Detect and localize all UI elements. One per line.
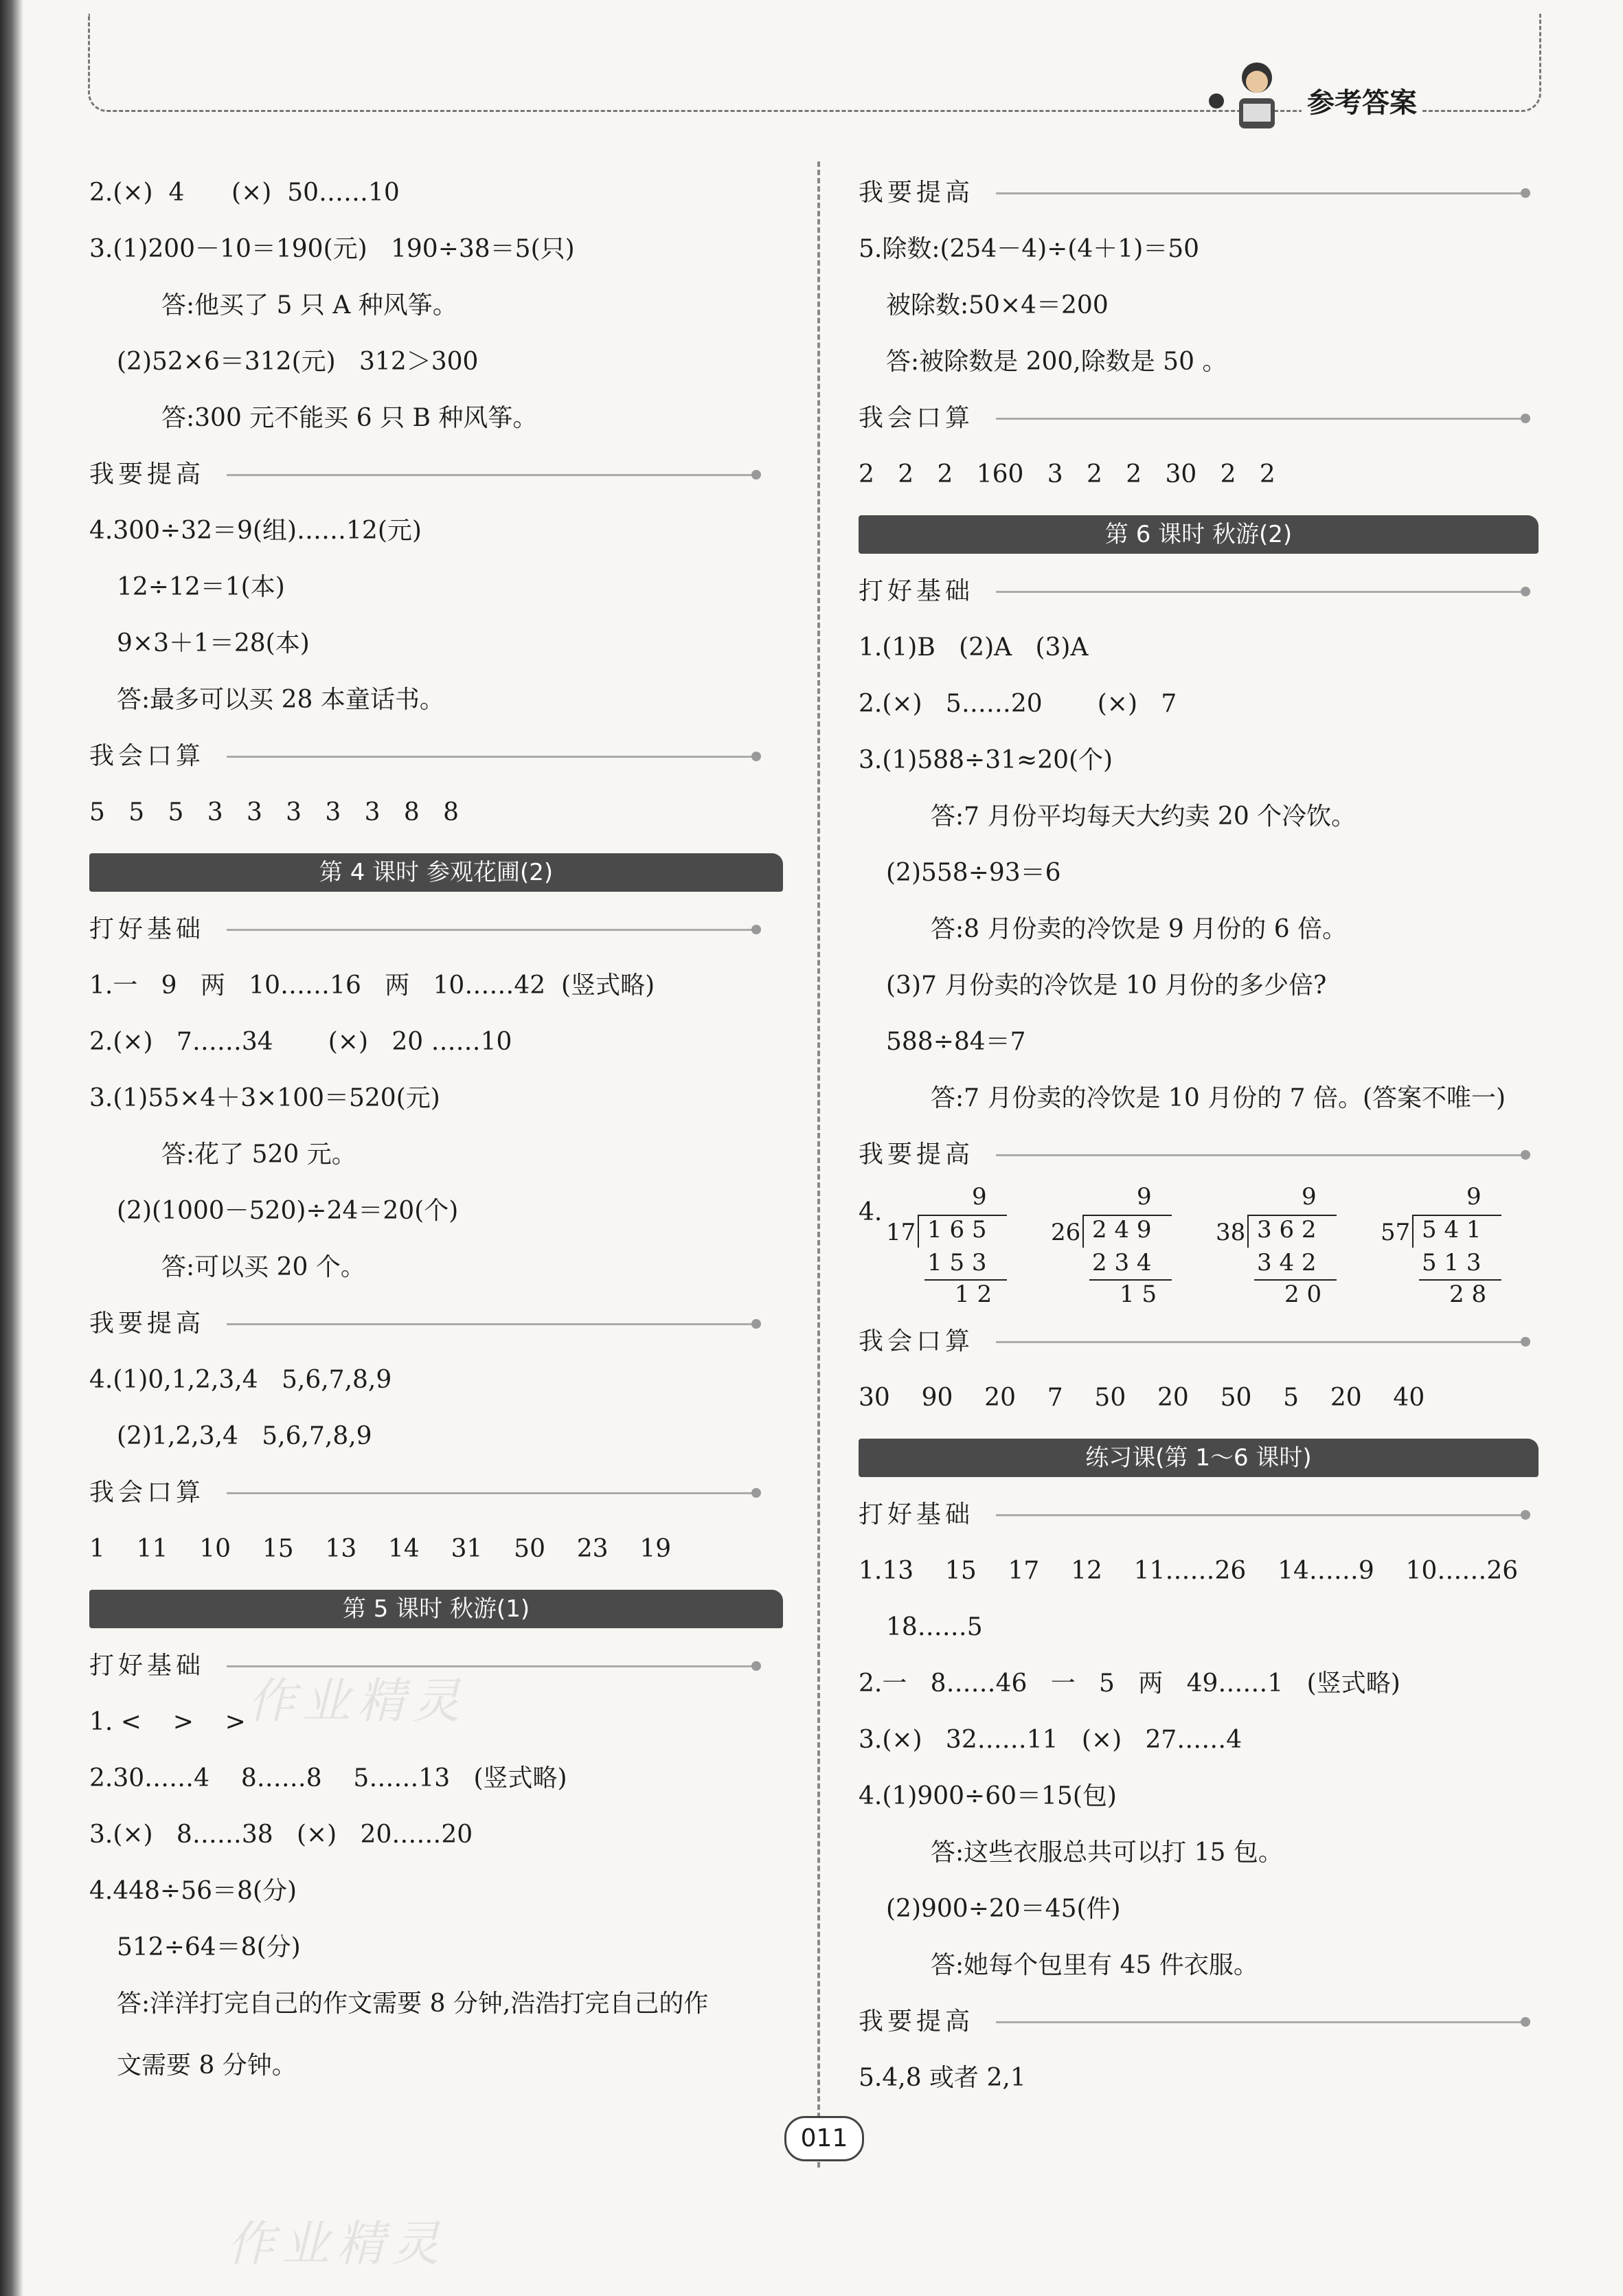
quotient: 9 <box>972 1183 987 1211</box>
dividend: 5 4 1 <box>1422 1216 1482 1243</box>
heading-dot <box>1521 1337 1530 1347</box>
answer-line: 1.13 15 17 12 11……26 14……9 10……26 <box>859 1557 1519 1585</box>
answer-line: 18……5 <box>886 1613 983 1641</box>
section-heading-label: 打好基础 <box>859 1500 975 1529</box>
answer-line: 4.(1)900÷60＝15(包) <box>859 1782 1117 1810</box>
divisor: 26 <box>1051 1219 1081 1246</box>
section-heading-label: 打好基础 <box>89 915 205 943</box>
section-heading <box>89 1465 783 1521</box>
divisor: 17 <box>886 1219 916 1246</box>
dividend: 1 6 5 <box>927 1216 987 1243</box>
answer-line: 答:最多可以买 28 本童话书。 <box>117 686 444 714</box>
kousuan-line: 2 2 2 160 3 2 2 30 2 2 <box>859 460 1275 488</box>
lesson-title-bar: 第 4 课时 参观花圃(2) <box>89 853 783 892</box>
heading-rule <box>227 929 756 931</box>
watermark: 作业精灵 <box>247 1673 467 1729</box>
section-heading <box>89 447 783 503</box>
heading-rule <box>996 192 1525 194</box>
section-heading <box>859 165 1539 221</box>
remainder: 1 2 <box>955 1281 992 1308</box>
scan-edge <box>0 0 23 2296</box>
section-heading-label: 我会口算 <box>89 742 205 770</box>
section-heading-label: 我要提高 <box>89 460 205 488</box>
heading-dot <box>1521 188 1530 198</box>
header-title: 参考答案 <box>1302 81 1422 120</box>
answer-line: 1. < > > <box>89 1708 246 1736</box>
heading-rule <box>996 2021 1525 2023</box>
right-column <box>859 165 1539 2106</box>
header-dot <box>1209 93 1224 109</box>
answer-line: 被除数:50×4＝200 <box>886 291 1109 319</box>
product: 3 4 2 <box>1257 1249 1317 1276</box>
lesson-title-bar: 练习课(第 1～6 课时) <box>859 1439 1539 1477</box>
long-division <box>1216 1183 1353 1314</box>
quotient: 9 <box>1302 1183 1317 1211</box>
dividend: 3 6 2 <box>1257 1216 1317 1243</box>
heading-dot <box>1521 587 1530 596</box>
kousuan-line: 5 5 5 3 3 3 3 3 8 8 <box>89 798 459 826</box>
quotient: 9 <box>1466 1183 1482 1211</box>
lesson-title-bar: 第 5 课时 秋游(1) <box>89 1590 783 1628</box>
answer-line: 答:她每个包里有 45 件衣服。 <box>931 1951 1258 1979</box>
heading-rule <box>996 418 1525 420</box>
answer-line: 答:7 月份平均每天大约卖 20 个冷饮。 <box>931 802 1357 831</box>
section-heading-label: 我会口算 <box>859 1327 975 1355</box>
heading-rule <box>227 1492 756 1494</box>
section-heading-label: 我要提高 <box>859 2007 975 2036</box>
section-heading <box>859 1994 1539 2050</box>
answer-line: 3.(1)588÷31≈20(个) <box>859 746 1113 774</box>
left-column <box>89 165 783 2094</box>
answer-line: 2.30……4 8……8 5……13 (竖式略) <box>89 1764 567 1792</box>
section-heading <box>859 1127 1539 1183</box>
answer-line: 2.(×) 7……34 (×) 20 ……10 <box>89 1028 512 1056</box>
answer-line: 5.4,8 或者 2,1 <box>859 2064 1026 2092</box>
answer-line: 答:可以买 20 个。 <box>161 1253 365 1281</box>
answer-line: 答:花了 520 元。 <box>161 1140 356 1169</box>
section-heading-label: 我要提高 <box>89 1309 205 1338</box>
quotient: 9 <box>1137 1183 1152 1211</box>
product: 5 1 3 <box>1422 1249 1482 1276</box>
lesson-title-bar: 第 6 课时 秋游(2) <box>859 515 1539 554</box>
divisor: 38 <box>1216 1219 1246 1246</box>
remainder: 2 8 <box>1449 1281 1487 1308</box>
answer-line: 4.(1)0,1,2,3,4 5,6,7,8,9 <box>89 1366 392 1394</box>
section-heading <box>859 390 1539 447</box>
answer-line: 答:洋洋打完自己的作文需要 8 分钟,浩浩打完自己的作 <box>117 1990 709 2018</box>
answer-line: 答:这些衣服总共可以打 15 包。 <box>931 1838 1283 1867</box>
heading-rule <box>227 474 756 476</box>
answer-line: 2.一 8……46 一 5 两 49……1 (竖式略) <box>859 1669 1400 1698</box>
product: 1 5 3 <box>927 1249 987 1276</box>
answer-line: (2)(1000－520)÷24＝20(个) <box>117 1197 459 1225</box>
heading-rule <box>996 1154 1525 1156</box>
answer-line: 4.300÷32＝9(组)……12(元) <box>89 517 422 545</box>
answer-line: 512÷64＝8(分) <box>117 1933 301 1961</box>
division-bracket <box>1412 1215 1414 1248</box>
long-division <box>886 1183 1023 1314</box>
heading-dot <box>1521 2017 1530 2027</box>
page-number: 011 <box>784 2116 864 2161</box>
section-heading-label: 我会口算 <box>89 1478 205 1507</box>
long-division <box>1051 1183 1188 1314</box>
answer-line: 答:他买了 5 只 A 种风筝。 <box>161 291 457 319</box>
section-heading-label: 我要提高 <box>859 1140 975 1169</box>
section-heading <box>89 901 783 958</box>
answer-line: (3)7 月份卖的冷饮是 10 月份的多少倍? <box>886 971 1327 1000</box>
remainder: 2 0 <box>1284 1281 1322 1308</box>
answer-line: (2)52×6＝312(元) 312＞300 <box>117 348 479 376</box>
product: 2 3 4 <box>1092 1249 1152 1276</box>
answer-line: 5.除数:(254－4)÷(4＋1)＝50 <box>859 235 1200 263</box>
answer-line: 答:300 元不能买 6 只 B 种风筝。 <box>161 404 538 432</box>
answer-line: 3.(×) 32……11 (×) 27……4 <box>859 1726 1242 1754</box>
heading-rule <box>996 1514 1525 1516</box>
heading-dot <box>1521 1150 1530 1160</box>
heading-dot <box>751 925 761 934</box>
answer-line: 12÷12＝1(本) <box>117 573 285 601</box>
section-heading <box>859 1314 1539 1370</box>
answer-line: 2.(×) 4 (×) 50……10 <box>89 179 400 207</box>
heading-rule <box>996 1341 1525 1343</box>
section-heading-label: 我要提高 <box>859 179 975 207</box>
answer-line: 2.(×) 5……20 (×) 7 <box>859 690 1177 718</box>
section-heading-label: 打好基础 <box>859 577 975 605</box>
dividend: 2 4 9 <box>1092 1216 1152 1243</box>
section-heading-label: 打好基础 <box>89 1652 205 1680</box>
heading-dot <box>751 752 761 761</box>
answer-line: 答:7 月份卖的冷饮是 10 月份的 7 倍。(答案不唯一) <box>931 1084 1506 1112</box>
long-division-row <box>859 1183 1539 1314</box>
question-number: 4. <box>859 1198 883 1226</box>
heading-rule <box>227 1323 756 1325</box>
heading-dot <box>1521 414 1530 423</box>
answer-line: 文需要 8 分钟。 <box>117 2051 297 2080</box>
answer-line: 1.一 9 两 10……16 两 10……42 (竖式略) <box>89 971 655 1000</box>
answer-line: 4.448÷56＝8(分) <box>89 1877 297 1905</box>
heading-rule <box>996 591 1525 593</box>
answer-line: (2)900÷20＝45(件) <box>886 1895 1121 1923</box>
heading-dot <box>1521 1510 1530 1520</box>
answer-line: 答:8 月份卖的冷饮是 9 月份的 6 倍。 <box>931 915 1348 943</box>
division-bracket <box>1082 1215 1084 1248</box>
section-heading <box>859 563 1539 620</box>
answer-line: 答:被除数是 200,除数是 50 。 <box>886 348 1227 376</box>
heading-dot <box>751 470 761 480</box>
answer-line: (2)558÷93＝6 <box>886 859 1061 887</box>
long-division <box>1381 1183 1518 1314</box>
division-bracket <box>918 1215 919 1248</box>
kousuan-line: 1 11 10 15 13 14 31 50 23 19 <box>89 1535 672 1563</box>
section-heading-label: 我会口算 <box>859 404 975 432</box>
answer-line: 588÷84＝7 <box>886 1028 1026 1056</box>
division-bracket <box>1247 1215 1249 1248</box>
answer-line: 3.(1)55×4＋3×100＝520(元) <box>89 1084 440 1112</box>
section-heading <box>89 1296 783 1352</box>
answer-line: (2)1,2,3,4 5,6,7,8,9 <box>117 1422 372 1450</box>
divisor: 57 <box>1381 1219 1411 1246</box>
section-heading <box>859 1487 1539 1543</box>
answer-line: 9×3＋1＝28(本) <box>117 629 310 657</box>
reading-kid-icon <box>1229 58 1284 134</box>
heading-rule <box>227 756 756 758</box>
heading-dot <box>751 1319 761 1329</box>
heading-dot <box>751 1488 761 1498</box>
answer-line: 3.(×) 8……38 (×) 20……20 <box>89 1821 473 1849</box>
watermark: 作业精灵 <box>227 2216 446 2272</box>
heading-dot <box>751 1661 761 1671</box>
section-heading <box>89 728 783 785</box>
answer-line: 3.(1)200－10＝190(元) 190÷38＝5(只) <box>89 235 575 263</box>
answer-line: 1.(1)B (2)A (3)A <box>859 633 1089 662</box>
column-divider <box>817 161 820 2168</box>
remainder: 1 5 <box>1120 1281 1157 1308</box>
kousuan-line: 30 90 20 7 50 20 50 5 20 40 <box>859 1384 1425 1412</box>
